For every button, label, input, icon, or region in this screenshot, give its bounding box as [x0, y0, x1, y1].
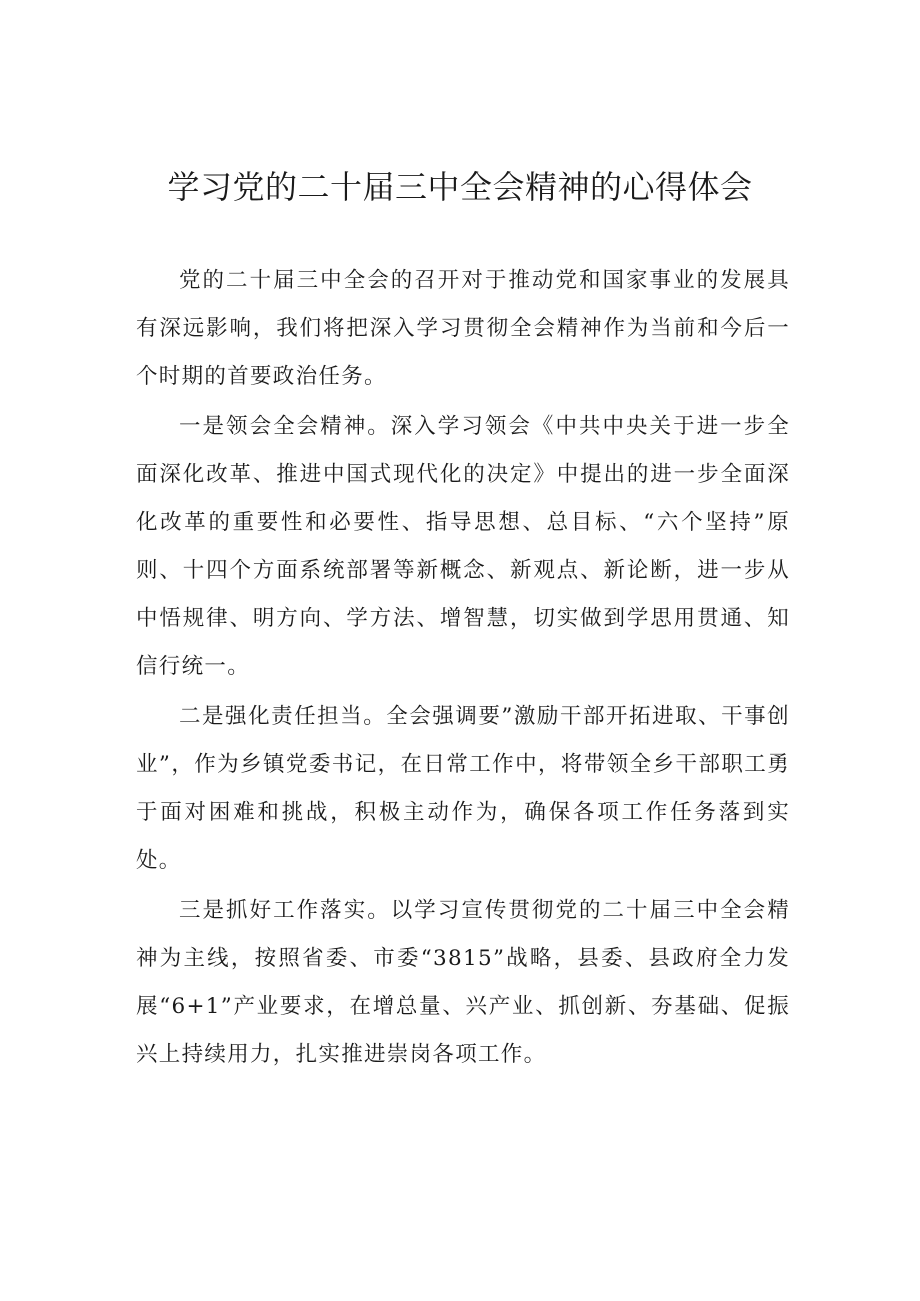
paragraph-point-three: 三是抓好工作落实。以学习宣传贯彻党的二十届三中全会精神为主线，按照省委、市委“3815”战略，县委、县政府全力发展“6+1”产业要求，在增总量、兴产业、抓创新、夯基础、促振兴上持续用力，扎实推进崇岗各项工作。	[136, 898, 790, 1067]
document-title: 学习党的二十届三中全会精神的心得体会	[167, 168, 753, 206]
paragraph-intro: 党的二十届三中全会的召开对于推动党和国家事业的发展具有深远影响，我们将把深入学习贯彻全会精神作为当前和今后一个时期的首要政治任务。	[136, 268, 790, 389]
document-body	[136, 257, 790, 1081]
paragraph-point-one: 一是领会全会精神。深入学习领会《中共中央关于进一步全面深化改革、推进中国式现代化的决定》中提出的进一步全面深化改革的重要性和必要性、指导思想、总目标、“六个坚持”原则、十四个方面系统部署等新概念、新观点、新论断，进一步从中悟规律、明方向、学方法、增智慧，切实做到学思用贯通、知信行统一。	[136, 414, 790, 679]
paragraph-point-two: 二是强化责任担当。全会强调要”激励干部开拓进取、干事创业”，作为乡镇党委书记，在日常工作中，将带领全乡干部职工勇于面对困难和挑战，积极主动作为，确保各项工作任务落到实处。	[136, 704, 790, 873]
